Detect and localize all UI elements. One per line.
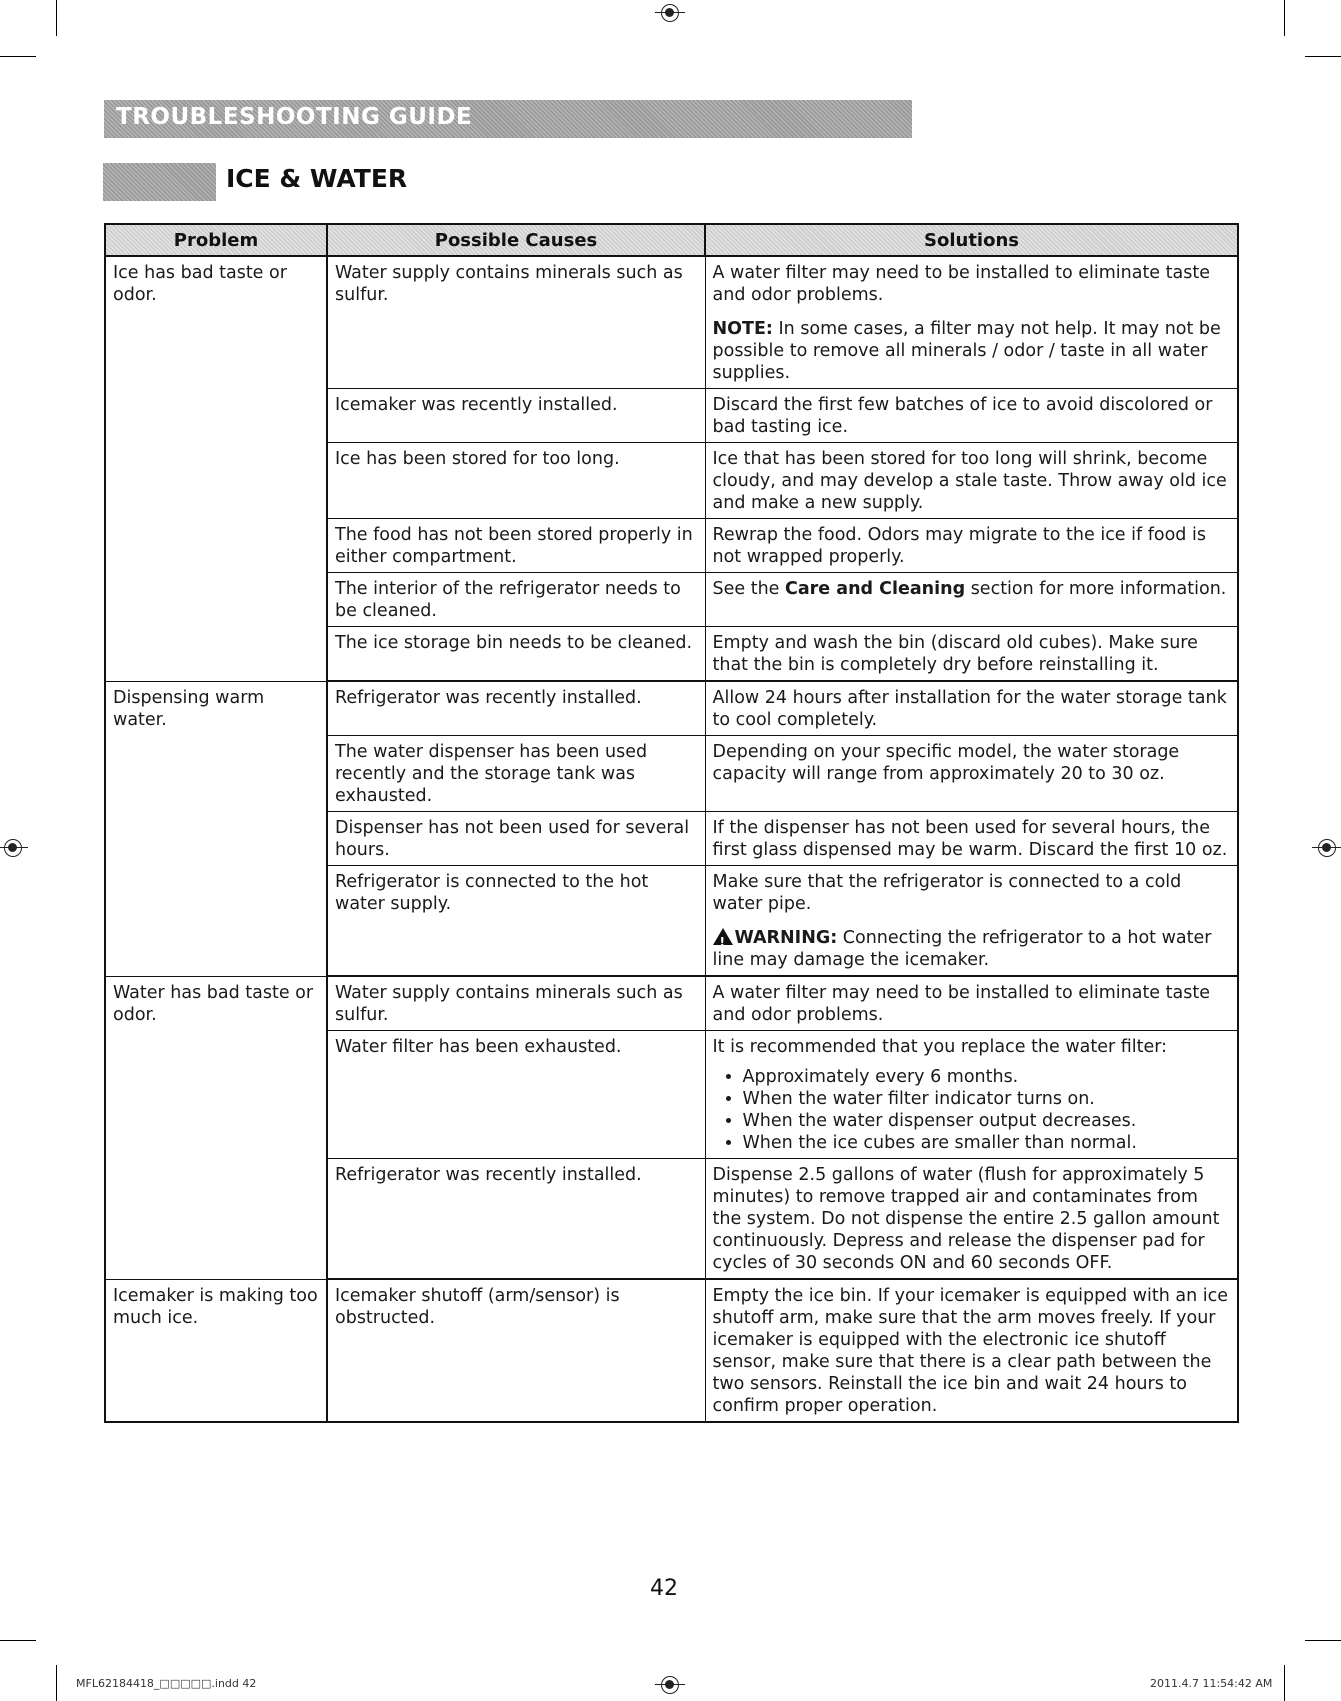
- footer-timestamp: 2011.4.7 11:54:42 AM: [1150, 1677, 1273, 1690]
- warning-label: WARNING:: [734, 928, 838, 948]
- table-row: [105, 976, 1238, 1031]
- crop-mark: [1305, 1640, 1341, 1641]
- table-row: [105, 1279, 1238, 1422]
- list-item: • Approximately every 6 months.: [743, 1066, 1231, 1088]
- problem-cell: Icemaker is making too much ice.: [105, 1279, 327, 1422]
- section-title: ICE & WATER: [226, 164, 408, 193]
- bullet-list: [713, 1066, 1231, 1154]
- list-item: • When the water dispenser output decreases.: [743, 1110, 1231, 1132]
- note-text: In some cases, a filter may not help. It may not be possible to remove all minerals / odor / taste in all water supplies.: [712, 319, 1221, 383]
- note-block: [713, 318, 1231, 384]
- troubleshooting-banner: [104, 100, 912, 138]
- registration-mark-icon: [661, 1676, 679, 1694]
- cause-cell: Icemaker was recently installed.: [327, 389, 705, 443]
- warning-icon: [713, 928, 733, 945]
- list-item: • When the water filter indicator turns on.: [743, 1088, 1231, 1110]
- problem-cell: Water has bad taste or odor.: [105, 976, 327, 1279]
- problem-cell: Ice has bad taste or odor.: [105, 256, 327, 681]
- cause-cell: Refrigerator was recently installed.: [327, 1159, 705, 1280]
- solution-cell: A water filter may need to be installed to eliminate taste and odor problems.: [705, 976, 1238, 1031]
- solution-text-pre: See the: [712, 579, 780, 599]
- registration-mark-icon: [1318, 839, 1336, 857]
- section-marker: [103, 163, 216, 201]
- cause-cell: The water dispenser has been used recently and the storage tank was exhausted.: [327, 736, 705, 812]
- cause-cell: Refrigerator is connected to the hot water supply.: [327, 866, 705, 977]
- crop-mark: [1305, 56, 1341, 57]
- banner-title: TROUBLESHOOTING GUIDE: [116, 104, 473, 130]
- solution-cell: Discard the first few batches of ice to avoid discolored or bad tasting ice.: [705, 389, 1238, 443]
- table-row: [105, 681, 1238, 736]
- cause-cell: Water supply contains minerals such as sulfur.: [327, 976, 705, 1031]
- care-and-cleaning-reference: Care and Cleaning: [785, 579, 966, 599]
- column-header-causes: Possible Causes: [327, 224, 705, 256]
- column-header-problem: Problem: [105, 224, 327, 256]
- solution-cell: Ice that has been stored for too long will shrink, become cloudy, and may develop a stale taste. Throw away old ice and make a new supply.: [705, 443, 1238, 519]
- registration-mark-icon: [4, 839, 22, 857]
- cause-cell: The ice storage bin needs to be cleaned.: [327, 627, 705, 682]
- solution-cell: Empty the ice bin. If your icemaker is equipped with an ice shutoff arm, make sure that the arm moves freely. If your icemaker is equipped with the electronic ice shutoff sensor, make sure that there is a clear path between the two sensors. Reinstall the ice bin and wait 24 hours to confirm proper operation.: [705, 1279, 1238, 1422]
- solution-cell: If the dispenser has not been used for several hours, the first glass dispensed may be warm. Discard the first 10 oz.: [705, 812, 1238, 866]
- crop-mark: [56, 0, 57, 36]
- note-label: NOTE:: [712, 319, 773, 339]
- solution-cell: Empty and wash the bin (discard old cubes). Make sure that the bin is completely dry before reinstalling it.: [705, 627, 1238, 682]
- cause-cell: Water supply contains minerals such as sulfur.: [327, 256, 705, 389]
- solution-cell: Depending on your specific model, the water storage capacity will range from approximately 20 to 30 oz.: [705, 736, 1238, 812]
- solution-text: A water filter may need to be installed to eliminate taste and odor problems.: [712, 263, 1210, 305]
- troubleshooting-table: [104, 223, 1239, 1423]
- table-row: [105, 256, 1238, 389]
- solution-text: Make sure that the refrigerator is connected to a cold water pipe.: [712, 872, 1182, 914]
- registration-mark-icon: [661, 4, 679, 22]
- solution-cell: Rewrap the food. Odors may migrate to the ice if food is not wrapped properly.: [705, 519, 1238, 573]
- cause-cell: The interior of the refrigerator needs to be cleaned.: [327, 573, 705, 627]
- solution-cell: [705, 866, 1238, 977]
- cause-cell: Icemaker shutoff (arm/sensor) is obstructed.: [327, 1279, 705, 1422]
- solution-cell: [705, 256, 1238, 389]
- cause-cell: Water filter has been exhausted.: [327, 1031, 705, 1159]
- warning-block: [713, 927, 1231, 971]
- crop-mark: [1284, 1665, 1285, 1701]
- cause-cell: Refrigerator was recently installed.: [327, 681, 705, 736]
- cause-cell: Ice has been stored for too long.: [327, 443, 705, 519]
- column-header-solutions: Solutions: [705, 224, 1238, 256]
- solution-text: It is recommended that you replace the water filter:: [712, 1037, 1168, 1057]
- list-item: • When the ice cubes are smaller than normal.: [743, 1132, 1231, 1154]
- problem-cell: Dispensing warm water.: [105, 681, 327, 976]
- cause-cell: The food has not been stored properly in either compartment.: [327, 519, 705, 573]
- cause-cell: Dispenser has not been used for several hours.: [327, 812, 705, 866]
- crop-mark: [0, 1640, 36, 1641]
- solution-cell: [705, 1031, 1238, 1159]
- solution-cell: Allow 24 hours after installation for the water storage tank to cool completely.: [705, 681, 1238, 736]
- page-number: 42: [650, 1576, 678, 1601]
- crop-mark: [0, 56, 36, 57]
- solution-cell: [705, 573, 1238, 627]
- footer-file-name: MFL62184418_□□□□□.indd 42: [76, 1677, 257, 1690]
- solution-text-post: section for more information.: [970, 579, 1227, 599]
- warning-text: Connecting the refrigerator to a hot water line may damage the icemaker.: [712, 928, 1212, 970]
- solution-cell: Dispense 2.5 gallons of water (flush for approximately 5 minutes) to remove trapped air and contaminates from the system. Do not dispense the entire 2.5 gallon amount continuously. Depress and release the dispenser pad for cycles of 30 seconds ON and 60 seconds OFF.: [705, 1159, 1238, 1280]
- crop-mark: [56, 1665, 57, 1701]
- crop-mark: [1284, 0, 1285, 36]
- table-header-row: [105, 224, 1238, 256]
